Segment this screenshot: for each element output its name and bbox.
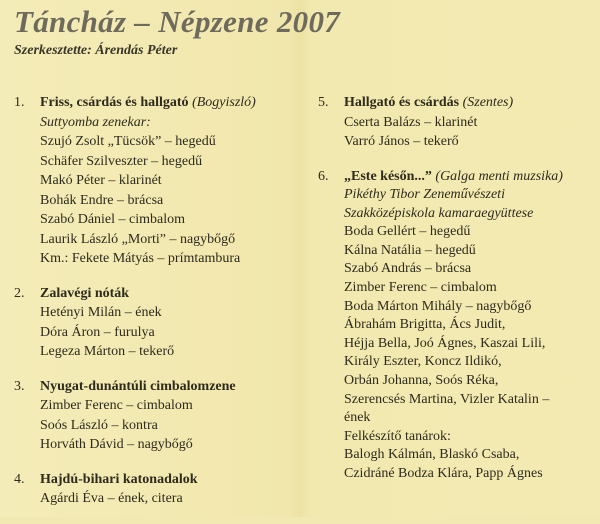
- performer-line: Laurik László „Morti” – nagybőgő: [40, 231, 236, 247]
- performer-line: Soós László – kontra: [40, 417, 158, 433]
- performer-line: Zimber Ferenc – cimbalom: [40, 398, 193, 413]
- performer-line: Bohák Endre – brácsa: [40, 192, 164, 208]
- performer-line: Szakközépiskola kamaraegyüttese: [344, 205, 534, 221]
- performer-line: Zimber Ferenc – cimbalom: [344, 279, 497, 295]
- track-place: (Szentes): [462, 95, 514, 110]
- track-body: [40, 470, 304, 509]
- left-column: [14, 93, 304, 524]
- track-heading: [344, 167, 594, 187]
- performer-line: Szabó Dániel – cimbalom: [40, 212, 186, 227]
- right-column: [318, 93, 594, 499]
- performer-line: Km.: Fekete Mátyás – prímtambura: [40, 251, 241, 266]
- track-section: [14, 377, 304, 455]
- track-place: (Bogyiszló): [192, 95, 256, 110]
- performer-line: Czidráné Bodza Klára, Papp Ágnes: [344, 465, 543, 481]
- track-section: [14, 284, 304, 362]
- track-body: [344, 167, 594, 484]
- performer-line: Felkészítő tanárok:: [344, 428, 451, 444]
- track-number: 3.: [14, 378, 25, 394]
- performer-line: Pikéthy Tibor Zeneművészeti: [344, 187, 505, 202]
- performer-line: Héjja Bella, Joó Ágnes, Kaszai Lili,: [344, 335, 546, 351]
- track-title: Friss, csárdás és hallgató: [40, 95, 189, 110]
- performer-line: Király Eszter, Koncz Ildikó,: [344, 354, 502, 370]
- track-section: [318, 93, 594, 152]
- track-heading: [40, 377, 304, 397]
- performer-line: Schäfer Szilveszter – hegedű: [40, 153, 203, 169]
- performer-line: Hetényi Milán – ének: [40, 305, 162, 320]
- track-heading: [344, 93, 594, 113]
- track-number: 2.: [14, 285, 25, 301]
- performer-line: Legeza Márton – tekerő: [40, 344, 175, 359]
- performer-line: Szerencsés Martina, Vizler Katalin –: [344, 391, 550, 407]
- track-heading: [40, 470, 304, 490]
- track-number: 6.: [318, 168, 329, 184]
- track-body: [40, 377, 304, 455]
- track-title: Hajdú-bihari katonadalok: [40, 471, 198, 487]
- track-heading: [40, 284, 304, 304]
- track-section: [14, 470, 304, 509]
- track-heading: [40, 93, 304, 113]
- performer-line: Dóra Áron – furulya: [40, 324, 155, 340]
- track-number: 4.: [14, 471, 25, 487]
- track-title: Hallgató és csárdás: [344, 95, 460, 110]
- performer-line: Szabó András – brácsa: [344, 261, 472, 277]
- track-section: [14, 93, 304, 269]
- performer-line: Horváth Dávid – nagybőgő: [40, 437, 193, 452]
- performer-line: Makó Péter – klarinét: [40, 173, 162, 188]
- performer-line: Ábrahám Brigitta, Ács Judit,: [344, 317, 506, 333]
- performer-line: Szujó Zsolt „Tücsök” – hegedű: [40, 134, 216, 149]
- track-section: [318, 167, 594, 484]
- track-place: (Galga menti muzsika): [435, 168, 563, 184]
- performer-line: Boda Gellért – hegedű: [344, 224, 471, 240]
- performer-line: Kálna Natália – hegedű: [344, 242, 476, 258]
- track-body: [344, 93, 594, 152]
- performer-line: Balogh Kálmán, Blaskó Csaba,: [344, 447, 520, 463]
- track-title: „Este későn...”: [344, 168, 432, 184]
- track-title: Zalavégi nóták: [40, 285, 130, 301]
- track-body: [40, 284, 304, 362]
- page-title: Táncház – Népzene 2007: [14, 4, 341, 39]
- track-number: 5.: [318, 95, 329, 110]
- performer-line: Cserta Balázs – klarinét: [344, 114, 478, 130]
- editor-credit: Szerkesztette: Árendás Péter: [14, 43, 178, 58]
- track-title: Nyugat-dunántúli cimbalomzene: [40, 378, 236, 394]
- performer-line: Boda Márton Mihály – nagybőgő: [344, 298, 532, 314]
- performer-line: Agárdi Éva – ének, citera: [40, 491, 183, 506]
- performer-line: Varró János – tekerő: [344, 134, 459, 149]
- performer-line: Suttyomba zenekar:: [40, 114, 151, 130]
- performer-line: Orbán Johanna, Soós Réka,: [344, 372, 499, 388]
- track-number: 1.: [14, 95, 25, 110]
- performer-line: ének: [344, 410, 371, 426]
- track-body: [40, 93, 304, 269]
